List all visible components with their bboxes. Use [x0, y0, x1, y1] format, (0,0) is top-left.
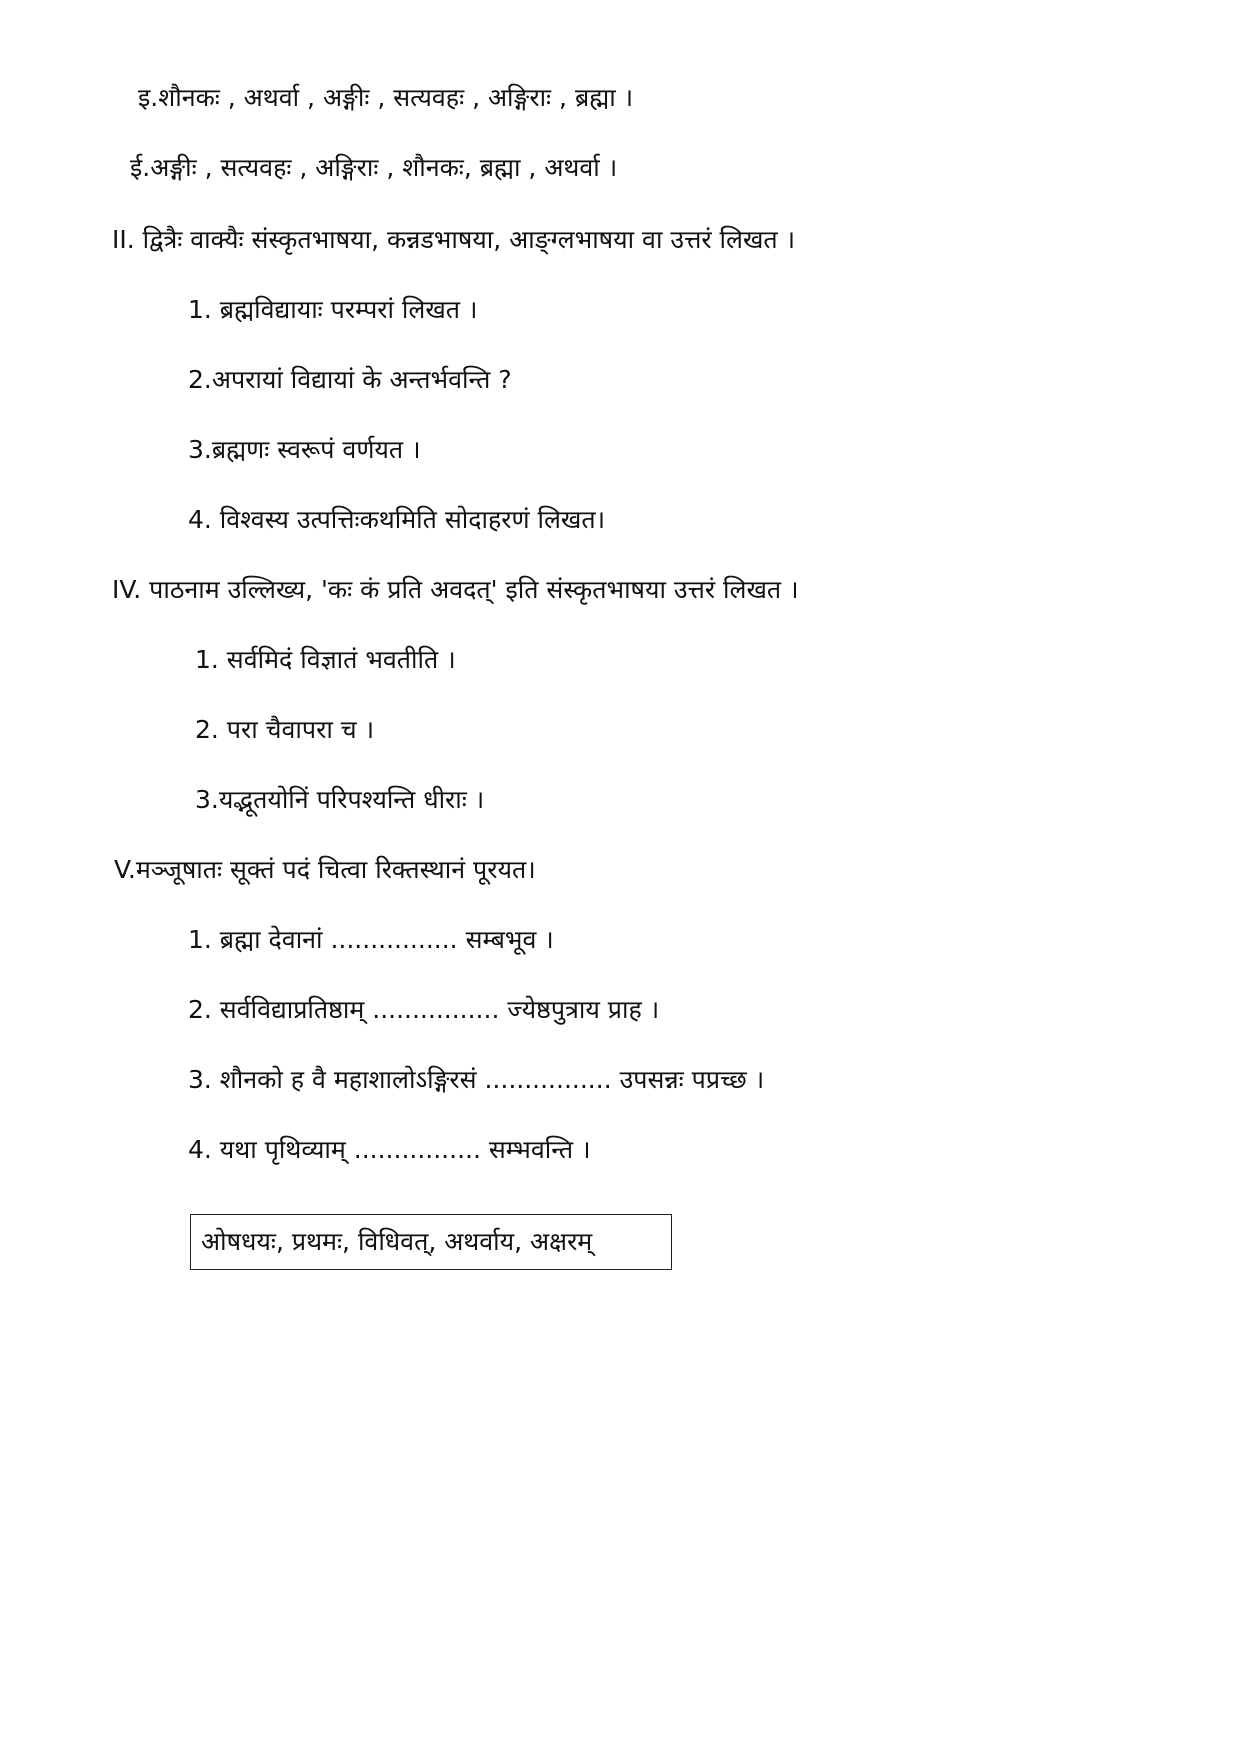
- q2-item: 2.अपरायां विद्यायां के अन्तर्भवन्ति ?: [188, 365, 512, 394]
- q5-item: 1. ब्रह्मा देवानां ................ सम्बभूव ।: [188, 925, 554, 954]
- q2-item: 1. ब्रह्मविद्यायाः परम्परां लिखत ।: [188, 295, 478, 324]
- option-ii: ई.अङ्गीः , सत्यवहः , अङ्गिराः , शौनकः, ब्रह्मा , अथर्वा ।: [130, 153, 618, 182]
- q2-item: 4. विश्वस्य उत्पत्तिःकथमिति सोदाहरणं लिखत।: [188, 505, 606, 534]
- q4-item: 3.यद्भूतयोनिं परिपश्यन्ति धीराः ।: [195, 785, 485, 814]
- q4-item: 2. परा चैवापरा च ।: [195, 715, 375, 744]
- word-box: [190, 1214, 672, 1270]
- q2-item: 3.ब्रह्मणः स्वरूपं वर्णयत ।: [188, 435, 421, 464]
- q5-item: 2. सर्वविद्याप्रतिष्ठाम् ................ ज्येष्ठपुत्राय प्राह ।: [188, 995, 660, 1024]
- q5-heading: V.मञ्जूषातः सूक्तं पदं चित्वा रिक्तस्थानं पूरयत।: [114, 855, 536, 884]
- word-box-text: ओषधयः, प्रथमः, विधिवत्, अथर्वाय, अक्षरम्: [201, 1227, 593, 1256]
- q4-heading: IV. पाठनाम उल्लिख्य, 'कः कं प्रति अवदत्' इति संस्कृतभाषया उत्तरं लिखत ।: [112, 575, 799, 604]
- q4-item: 1. सर्वमिदं विज्ञातं भवतीति ।: [195, 645, 456, 674]
- q5-item: 3. शौनको ह वै महाशालोऽङ्गिरसं ................ उपसन्नः पप्रच्छ ।: [188, 1065, 765, 1094]
- option-i: इ.शौनकः , अथर्वा , अङ्गीः , सत्यवहः , अङ्गिराः , ब्रह्मा ।: [138, 83, 634, 112]
- q5-item: 4. यथा पृथिव्याम् ................ सम्भवन्ति ।: [188, 1135, 591, 1164]
- q2-heading: II. द्वित्रैः वाक्यैः संस्कृतभाषया, कन्नडभाषया, आङ्ग्लभाषया वा उत्तरं लिखत ।: [112, 225, 796, 254]
